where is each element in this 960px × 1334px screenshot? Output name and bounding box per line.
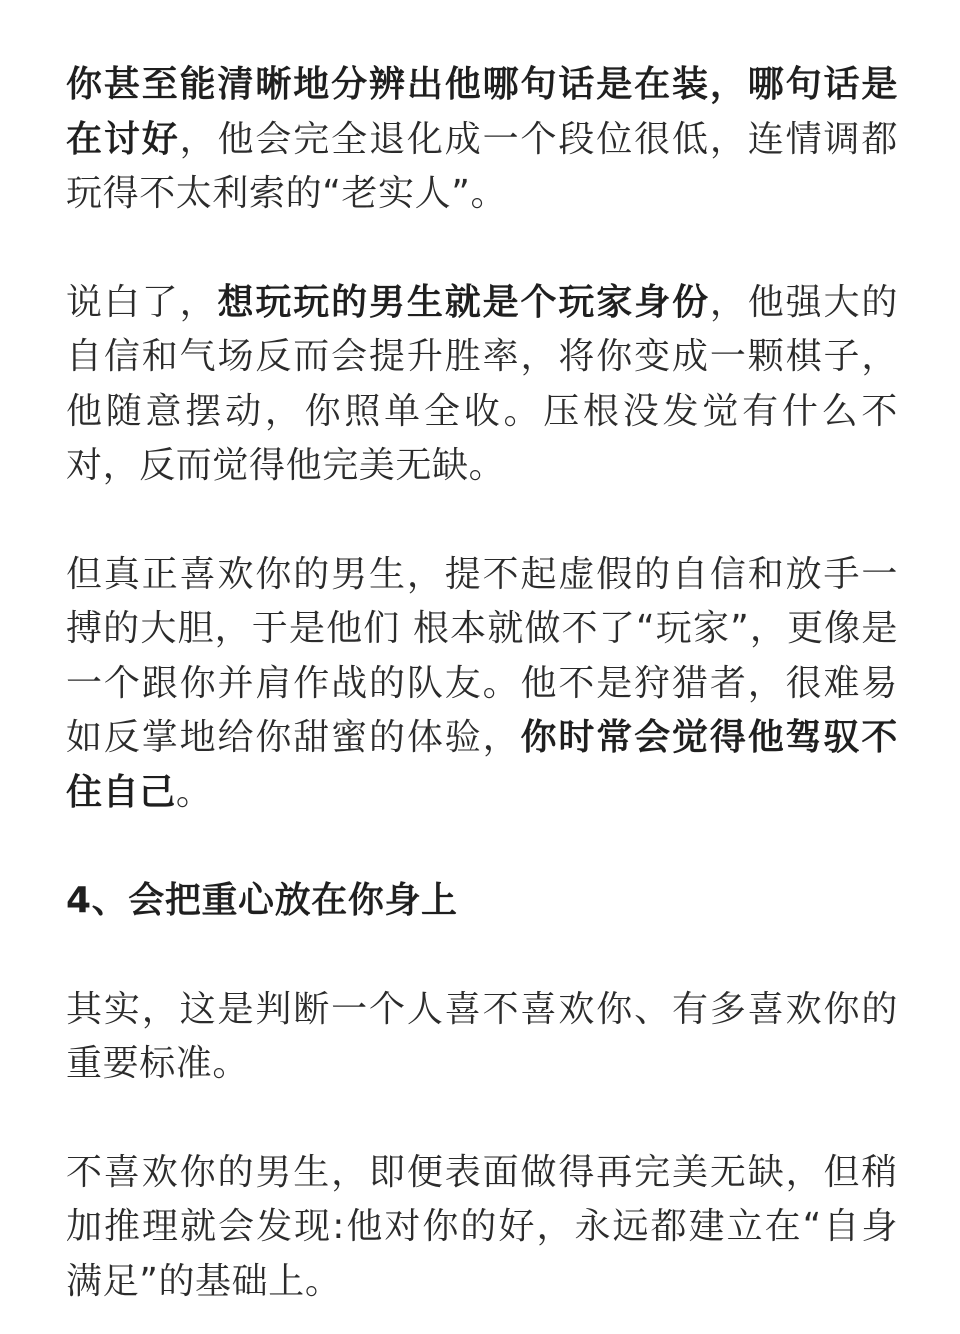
text: ，他会完全退化成一个段位很低，连情调都玩得不太利索的“老实人”。 (66, 118, 898, 214)
bold-text: 想玩玩的男生就是个玩家身份 (217, 281, 710, 323)
text: 其实，这是判断一个人喜不喜欢你、有多喜欢你的重要标准。 (66, 988, 898, 1084)
article-body (66, 58, 898, 1309)
text: 但真正喜欢你的男生，提不起虚假的自信和放手一搏的大胆，于是他们 根本就做不了“玩家”，更像是一个跟你并肩作战的队友。他不是狩猎者，很难易如反掌地给你甜蜜的体验， (66, 553, 898, 758)
text: ，他强大的自信和气场反而会提升胜率，将你变成一颗棋子，他随意摆动，你照单全收。压根没发觉有什么不对，反而觉得他完美无缺。 (66, 281, 898, 486)
paragraph-1 (66, 58, 898, 222)
paragraph-4 (66, 983, 898, 1092)
paragraph-5 (66, 1146, 898, 1310)
bold-text: 你时常会觉得他驾驭不住自己 (66, 717, 898, 813)
text: 不喜欢你的男生，即便表面做得再完美无缺，但稍加推理就会发现:他对你的好，永远都建立在“自身满足”的基础上。 (66, 1151, 898, 1302)
text: 。 (175, 771, 213, 813)
bold-text: 你甚至能清晰地分辨出他哪句话是在装，哪句话是在讨好 (66, 64, 898, 160)
heading-text: 4、会把重心放在你身上 (66, 880, 458, 921)
section-heading (66, 874, 898, 929)
text: 说白了， (66, 281, 218, 323)
paragraph-3 (66, 548, 898, 821)
paragraph-2 (66, 276, 898, 494)
